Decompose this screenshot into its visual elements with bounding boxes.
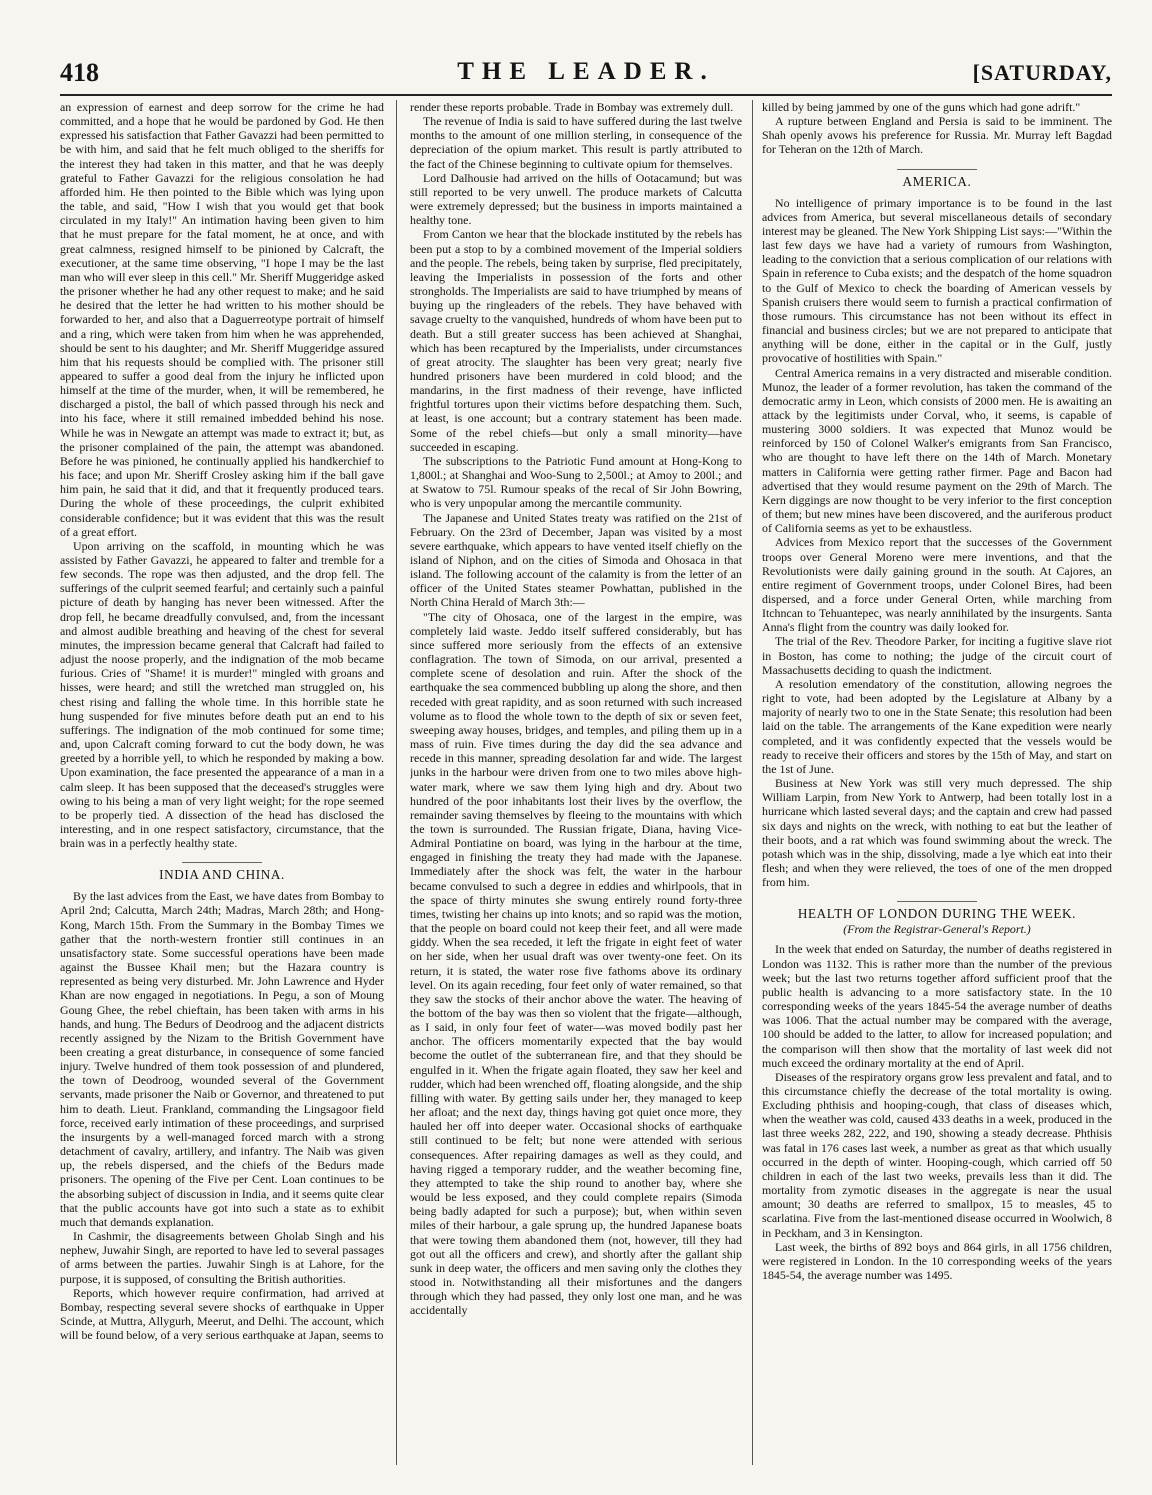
article-paragraph: From Canton we hear that the blockade instituted by the rebels has been put a stop to by a combined movement of the Imperial soldiers and the people. The rebels, being taken by surprise, fled precipitately, leaving the Imperialists in possession of the forts and other strongholds. The Imperialists are said to have triumphed by means of buying up the ringleaders of the rebels. They have behaved with savage cruelty to the vanquished, hundreds of whom have been put to death. But a still greater success has been achieved at Shanghai, which has been recaptured by the Imperialists, under circumstances of great atrocity. The slaughter has been very great; nearly five hundred prisoners have been murdered in cold blood; and the mandarins, in the first madness of their revenge, have inflicted frightful tortures upon their victims before despatching them. Such, at least, is one account; but a contrary statement has been made. Some of the rebel chiefs—but only a small minority—have succeeded in escaping. [410, 227, 742, 454]
article-paragraph: Business at New York was still very much depressed. The ship William Larpin, from New York to Antwerp, had been totally lost in a hurricane which lasted several days; and the captain and crew had passed six days and nights on the wreck, with nothing to eat but the leather of their boots, and a rat which was found swimming about the wreck. The potash which was in the ship, dissolving, made a lye which eat into their flesh; and when they were relieved, the toes of one of the men dropped from him. [762, 776, 1112, 890]
article-paragraph: killed by being jammed by one of the guns which had gone adrift." [762, 100, 1081, 114]
column-rule [396, 100, 397, 1465]
article-paragraph: Advices from Mexico report that the successes of the Government troops over General Moreno were mere inventions, and that the Revolutionists were daily gaining ground in the south. At Cajores, an entire regiment of Government troops, under Colonel Bires, had been dispersed, and a force under General Orten, while marching from Itchncan to Tehuantepec, was nearly annihilated by the insurgents. Santa Anna's flight from the country was daily looked for. [762, 535, 1112, 635]
article-paragraph: an expression of earnest and deep sorrow for the crime he had committed, and a hope that he would be pardoned by God. He then expressed his satisfaction that Father Gavazzi had been permitted to be with him, and said that he felt much obliged to the sheriffs for the interest they had taken in this matter, and that he was deeply grateful to Father Gavazzi for the religious consolation he had afforded him. He then pointed to the Bible which was lying upon the table, and said, "How I wish that you would get that book circulated in my Italy!" An intimation having been given to him that he must prepare for the fatal moment, he at once, and with great calmness, resigned himself to be pinioned by Calcraft, the executioner, at the same time observing, "I hope I may be the last man who will ever sleep in this cell." Mr. Sheriff Muggeridge asked the prisoner whether he had any other request to make; and he said he desired that the letter he had written to his mother should be forwarded to her, and also that a Daguerreotype portrait of himself and a ring, which were taken from him when he was apprehended, should be sent to his daughter; and Mr. Sheriff Muggeridge assured him that his requests should be complied with. The prisoner still appeared to suffer a good deal from the injury he inflicted upon himself at the time of the murder, when, it will be remembered, he discharged a pistol, the ball of which passed through his neck and into his face, where it still remained imbedded behind his nose. While he was in Newgate an attempt was made to extract it; but, as the prisoner complained of the pain, the attempt was abandoned. Before he was pinioned, he continually applied his handkerchief to his face; and upon Mr. Sheriff Crosley asking him if the ball gave him pain, he said that it did, and that it frequently produced tears. During the whole of these proceedings, the culprit exhibited considerable confidence; but it was evident that this was the result of a great effort. [60, 100, 384, 539]
article-paragraph: Central America remains in a very distracted and miserable condition. Munoz, the leader of a former revolution, has taken the command of the democratic army in Leon, which consists of 2000 men. He is awaiting an attack by the legitimists under Corval, who, it seems, is capable of mustering 3000 soldiers. It was expected that Munoz would be reinforced by 150 of Colonel Walker's emigrants from San Francisco, who are thought to have left there on the 14th of March. Monetary matters in California were getting rather firmer. Page and Bacon had advertised that they would resume payment on the 29th of March. The Kern diggings are now thought to be very inferior to the first conception of them; but new mines have been discovered, and the auriferous product of California seems as yet to be exhaustless. [762, 365, 1112, 536]
article-paragraph: The Japanese and United States treaty was ratified on the 21st of February. On the 23rd of December, Japan was visited by a most severe earthquake, which appears to have vented itself chiefly on the island of Niphon, and on the cities of Simoda and Ohosaca in that island. The following account of the calamity is from the letter of an officer of the United States steamer Powhattan, published in the North China Herald of March 3th:— [410, 510, 742, 610]
article-paragraph: The subscriptions to the Patriotic Fund amount at Hong-Kong to 1,800l.; at Shanghai and Woo-Sung to 2,500l.; at Amoy to 200l.; and at Swatow to 75l. Rumour speaks of the recal of Sir John Bowring, who is very unpopular among the mercantile community. [410, 453, 742, 511]
article-paragraph: No intelligence of primary importance is to be found in the last advices from America, but several miscellaneous details of secondary interest may be gleaned. The New York Shipping List says:—"Within the last few days we have had a variety of rumours from Washington, leading to the conviction that a serious complication of our relations with Spain in reference to Cuba exists; and the despatch of the home squadron to the Gulf of Mexico to check the boarding of American vessels by Spanish cruisers there would seem to furnish a practical confirmation of those rumours. This circumstance has not been without its effect in financial and business circles; but we are not prepared to anticipate that anything will be done, either in the capital or in the Gulf, justly provocative of hostilities with Spain." [762, 195, 1112, 366]
column-2 [410, 100, 742, 1465]
article-paragraph: Lord Dalhousie had arrived on the hills of Ootacamund; but was still reported to be very unwell. The produce markets of Calcutta were extremely depressed; but the business in imports maintained a healthy tone. [410, 170, 742, 228]
article-paragraph: By the last advices from the East, we have dates from Bombay to April 2nd; Calcutta, March 24th; Madras, March 28th; and Hong-Kong, March 15th. From the Summary in the Bombay Times we gather that the north-western frontier still continues in an unsatisfactory state. Some successful operations have been made against the Bussee Khail men; but the Hazara country is represented as being very disturbed. Mr. John Lawrence and Hyder Khan are now engaged in negotiations. In Pegu, a son of Moung Goung Ghee, the rebel chieftain, has been taken with arms in his hands, and hung. The Bedurs of Deodroog and the adjacent districts recently assigned by the Nizam to the British Government have been creating a great disturbance, in consequence of some fancied injury. Twelve hundred of them took possession of and plundered, the town of Deodroog, wounded several of the Government servants, made prisoner the Naib or Governor, and threatened to put him to death. Lieut. Frankland, commanding the Lingsagoor field force, received early intimation of these proceedings, and surprised the insurgents by a well-managed forced march with a strong detachment of cavalry, artillery, and infantry. The Naib was given up, the rebels dispersed, and the chiefs of the Bedurs made prisoners. The opening of the Five per Cent. Loan continues to be the absorbing subject of discussion in India, and it seems quite clear that the public accounts have got into such a state as to exhibit much that demands explanation. [60, 889, 384, 1229]
article-paragraph: Upon arriving on the scaffold, in mounting which he was assisted by Father Gavazzi, he appeared to falter and tremble for a few seconds. The rope was then adjusted, and the drop fell. The sufferings of the culprit seemed fearful; and certainly such a painful picture of death by hanging has never been witnessed. After the drop fell, he became dreadfully convulsed, and, from the incessant and almost audible breathing and heaving of the chest for several minutes, the impression became general that Calcraft had failed to adjust the noose properly, and the indignation of the mob became furious. Cries of "Shame! it is murder!" mingled with groans and hisses, were heard; and still the wretched man struggled on, his chest rising and falling the whole time. In this horrible state he hung suspended for five minutes before death put an end to his sufferings. The indignation of the mob continued for some time; and, upon Calcraft coming forward to cut the body down, he was greeted by a horrible yell, to which he responded by making a bow. Upon examination, the face presented the appearance of a man in a calm sleep. It has been supposed that the deceased's struggles were owing to his being a man of very light weight; for the rope seemed to be properly tied. A dissection of the head has disclosed the interesting, and in one respect satisfactory, circumstance, that the brain was in a perfectly healthy state. [60, 538, 384, 851]
article-paragraph: In the week that ended on Saturday, the number of deaths registered in London was 1132. This is rather more than the number of the previous week; but the last two returns together afford sufficient proof that the public health is advancing to a more satisfactory state. In the 10 corresponding weeks of the years 1845-54 the average number of deaths was 1006. That the actual number may be compared with the average, 100 should be added to the latter, to allow for increased population; and the comparison will then show that the mortality of last week did not much exceed the ordinary mortality at the end of April. [762, 942, 1112, 1070]
column-rule [752, 100, 753, 1465]
masthead [60, 58, 1112, 96]
article-paragraph: Reports, which however require confirmation, had arrived at Bombay, respecting several severe shocks of earthquake in Upper Scinde, at Muttra, Allygurh, Meerut, and Delhi. The account, which will be found below, of a very serious earthquake at Japan, seems to [60, 1285, 384, 1343]
section-heading-india-china: INDIA AND CHINA. [159, 867, 285, 883]
column-3 [762, 100, 1112, 1465]
article-paragraph: "The city of Ohosaca, one of the largest in the empire, was completely laid waste. Jeddo itself suffered considerably, but has since suffered more seriously from the effects of an extensive conflagration. The town of Simoda, on our arrival, presented a complete scene of desolation and ruin. After the shock of the earthquake the sea commenced bubbling up along the shore, and then receded with great rapidity, and as soon returned with such increased volume as to flood the whole town to the depth of six or seven feet, sweeping away houses, bridges, and temples, and piling them up in a mass of ruin. Five times during the day did the sea advance and recede in this manner, spreading desolation far and wide. The largest junks in the harbour were driven from one to two miles above high-water mark, where we saw them lying high and dry. About two hundred of the poor inhabitants lost their lives by the overflow, the remainder saving themselves by fleeing to the mountains with which the town is surrounded. The Russian frigate, Diana, having Vice-Admiral Pontiatine on board, was lying in the harbour at the time, engaged in finishing the treaty they had made with the Japanese. Immediately after the shock was felt, the water in the harbour became convulsed to such a degree in eddies and whirlpools, that in the space of thirty minutes she swung entirely round forty-three times, twisting her chains up into knots; and so rapid was the motion, that the people on board could not keep their feet, and all were made giddy. When the sea receded, it left the frigate in eight feet of water on her side, when her usual draft was over twenty-one feet. On its return, it is stated, the water rose five fathoms above its ordinary level. On its again receding, four feet only of water remained, so that they saw the stocks of their anchor above the water. The heaving of the bottom of the bay was then so violent that the frigate—although, as I said, in only four feet of water—was moved bodily past her anchor. The officers momentarily expected that the bay would become the outlet of the subterranean fire, and that they should be engulfed in it. When the frigate again floated, they saw her keel and rudder, which had been wrenched off, floating alongside, and the ship filling with water. By getting sails under her, they managed to keep her afloat; and the next day, things having got quiet once more, they hauled her off into deeper water. Occasional shocks of earthquake still continued to be felt; but none were attended with serious consequences. After repairing damages as well as they could, and having rigged a temporary rudder, and the weather becoming fine, they attempted to take the ship round to another bay, where she would be less exposed, and they could complete repairs (Simoda being badly adapted for such a purpose); but, when within seven miles of their harbour, a gale sprung up, the hundred Japanese boats that were towing them abandoned them (not, however, till they had got out all the officers and crew), and shortly after the gallant ship sunk in deep water, the officers and men saving only the clothes they stood in. Notwithstanding all their misfortunes and the dangers through which they had passed, they only lost one man, and he was accidentally [410, 609, 742, 1318]
article-paragraph: The revenue of India is said to have suffered during the last twelve months to the amount of one million sterling, in consequence of the depreciation of the opium market. This result is partly attributed to the fact of the Chinese beginning to cultivate opium for themselves. [410, 114, 742, 171]
section-divider [897, 901, 977, 902]
article-paragraph: A resolution emendatory of the constitution, allowing negroes the right to vote, had been adopted by the Legislature at Albany by a majority of nearly two to one in the State Senate; this resolution had been laid on the table. The arrangements of the Kane expedition were nearly completed, and it was confidently expected that the vessels would be ready to receive their officers and stores by the 15th of May, and start on the 1st of June. [762, 676, 1112, 776]
article-paragraph: Diseases of the respiratory organs grow less prevalent and fatal, and to this circumstance chiefly the decrease of the total mortality is owing. Excluding phthisis and hooping-cough, that class of diseases which, when the weather was cold, caused 433 deaths in a week, produced in the last three weeks 282, 222, and 190, showing a steady decrease. Phthisis was fatal in 176 cases last week, a number as great as that which usually occurred in the depth of winter. Hooping-cough, which carried off 50 children in each of the last two weeks, prevails less than it did. The mortality from zymotic diseases in the aggregate is near the usual amount; 30 deaths are referred to smallpox, 15 to measles, 45 to scarlatina. Five from the last-mentioned disease occurred in Woolwich, 8 in Peckham, and 3 in Kensington. [762, 1069, 1112, 1240]
article-paragraph: A rupture between England and Persia is said to be imminent. The Shah openly avows his preference for Russia. Mr. Murray left Bagdad for Teheran on the 12th of March. [762, 114, 1112, 157]
section-heading-america: AMERICA. [902, 173, 972, 189]
section-divider [182, 862, 262, 863]
section-subheading: (From the Registrar-General's Report.) [843, 922, 1031, 937]
article-paragraph: render these reports probable. Trade in Bombay was extremely dull. [410, 100, 734, 114]
newspaper-title: THE LEADER. [457, 58, 715, 85]
column-1 [60, 100, 384, 1465]
issue-day: [SATURDAY, [972, 60, 1112, 85]
article-paragraph: In Cashmir, the disagreements between Gholab Singh and his nephew, Juwahir Singh, are reported to have led to several passages of arms between the parties. Juwahir Singh is at Lahore, for the purpose, it is supposed, of consulting the British authorities. [60, 1229, 384, 1286]
section-heading-health-of-london: HEALTH OF LONDON DURING THE WEEK. [797, 906, 1077, 922]
article-paragraph: Last week, the births of 892 boys and 864 girls, in all 1756 children, were registered in London. In the 10 corresponding weeks of the years 1845-54, the average number was 1495. [762, 1239, 1112, 1283]
section-divider [897, 169, 977, 170]
page-number: 418 [60, 58, 99, 87]
article-paragraph: The trial of the Rev. Theodore Parker, for inciting a fugitive slave riot in Boston, has come to nothing; the judge of the circuit court of Massachusetts deciding to quash the indictment. [762, 634, 1112, 677]
